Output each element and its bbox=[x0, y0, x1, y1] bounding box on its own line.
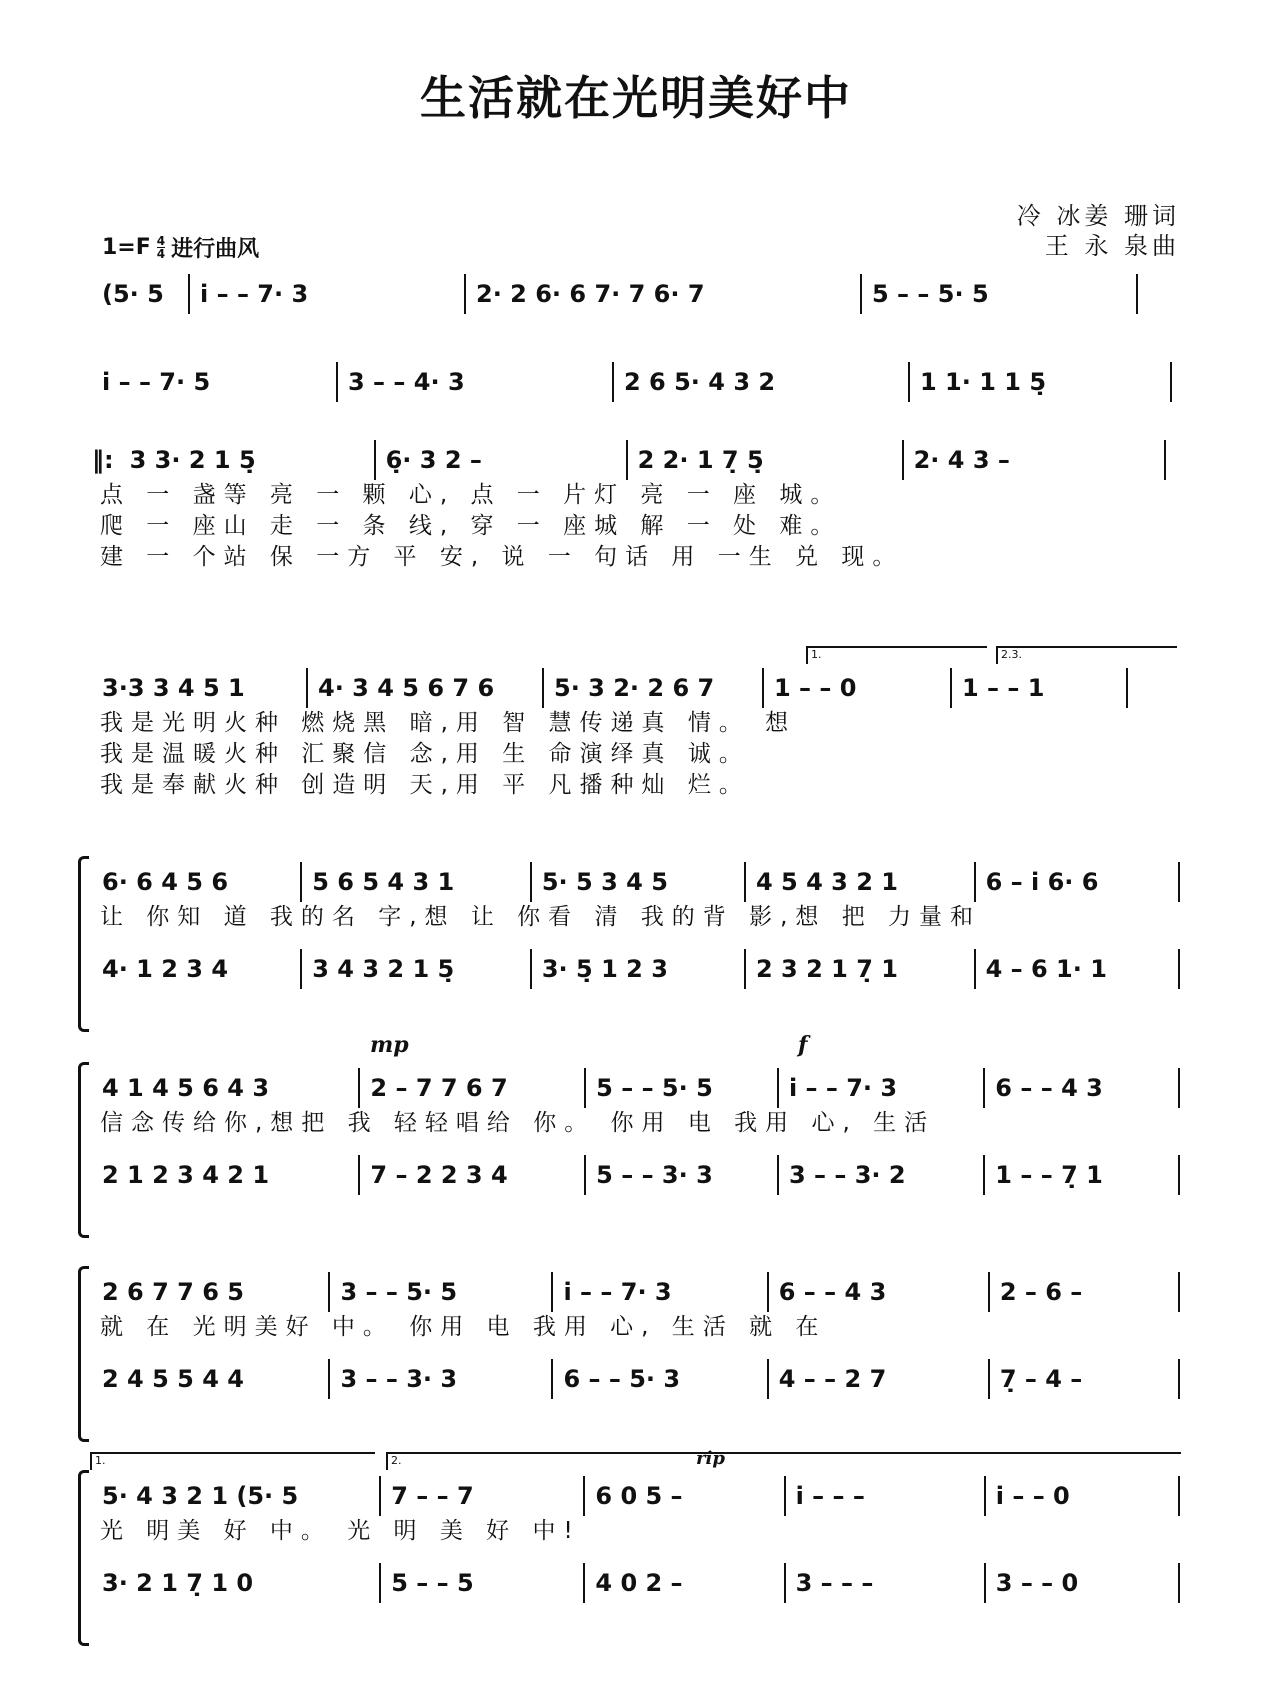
bar: i̇ – – 7· 3 bbox=[553, 1272, 768, 1312]
dynamic-rip: rip bbox=[696, 1448, 725, 1469]
bar: 6 0 5 – bbox=[585, 1476, 785, 1516]
bar: 1 1· 1 1 5̣ bbox=[910, 362, 1172, 402]
lower-part bbox=[92, 1155, 1180, 1195]
bar: 5 – – 5· 5 bbox=[862, 274, 1138, 314]
bar: 7 – – 7 bbox=[381, 1476, 585, 1516]
volta-2-final: 2. bbox=[386, 1452, 1181, 1470]
system-8 bbox=[92, 1448, 1180, 1603]
bar: i̇ – – 0 bbox=[986, 1476, 1180, 1516]
lyricist-credit: 冷 冰姜 珊词 bbox=[1016, 202, 1180, 230]
bar: 1 – – 7̣ 1 bbox=[985, 1155, 1180, 1195]
bar: 4· 1 2 3 4 bbox=[92, 949, 302, 989]
system-brace bbox=[78, 1470, 89, 1646]
bar: 4 – – 2 7 bbox=[769, 1359, 990, 1399]
notes-row bbox=[92, 440, 1180, 480]
volta-23: 2.3. bbox=[996, 646, 1177, 664]
bar: 3 3· 2 1 5̣ bbox=[120, 440, 376, 480]
bar: 2· 2 6· 6 7· 7 6· 7 bbox=[466, 274, 862, 314]
lyric-line: 我是奉献火种 创造明 天,用 平 凡播种灿 烂。 bbox=[100, 772, 750, 798]
bar: 3· 5̣ 1 2 3 bbox=[532, 949, 746, 989]
notes-row bbox=[92, 274, 1180, 314]
bar: 1 – – 0 bbox=[764, 668, 952, 708]
dynamic-f: f bbox=[798, 1032, 808, 1058]
lyric-line: 点 一 盏等 亮 一 颗 心, 点 一 片灯 亮 一 座 城。 bbox=[100, 482, 842, 508]
bar: 2· 4 3 – bbox=[904, 440, 1166, 480]
bar: 5 – – 5 bbox=[381, 1563, 585, 1603]
bar: i̇ – – 7· 3 bbox=[779, 1068, 985, 1108]
bar: i̇ – – – bbox=[786, 1476, 986, 1516]
system-brace bbox=[78, 856, 89, 1032]
lyric-line: 就 在 光明美好 中。 你用 电 我用 心, 生活 就 在 bbox=[100, 1314, 827, 1340]
bar: 3 4 3 2 1 5̣ bbox=[302, 949, 532, 989]
bar: 5 – – 3· 3 bbox=[586, 1155, 779, 1195]
key-signature bbox=[102, 232, 259, 263]
bar: 2 – 6 – bbox=[990, 1272, 1180, 1312]
bar: 5· 5 3 4 5 bbox=[532, 862, 746, 902]
bar: i̇ – – 7· 3 bbox=[190, 274, 466, 314]
system-brace bbox=[78, 1062, 89, 1238]
bar: (5· 5 bbox=[92, 274, 190, 314]
bar: 5· 4 3 2 1 (5· 5 bbox=[92, 1476, 381, 1516]
system-4 bbox=[92, 648, 1180, 801]
bar: 5 6 5 4 3 1 bbox=[302, 862, 532, 902]
system-6 bbox=[92, 1032, 1180, 1195]
bar: 5 – – 5· 5 bbox=[586, 1068, 779, 1108]
bar: 6· 6 4 5 6 bbox=[92, 862, 302, 902]
bar: i̇ – – 7· 5 bbox=[92, 362, 338, 402]
bar: 2 6 5· 4 3 2 bbox=[614, 362, 910, 402]
upper-part bbox=[92, 862, 1180, 902]
time-top: 4 bbox=[156, 234, 166, 248]
bar: 4 1 4 5 6 4 3 bbox=[92, 1068, 360, 1108]
time-bottom: 4 bbox=[156, 247, 166, 261]
bar: 3 – – 0 bbox=[986, 1563, 1180, 1603]
notes-row bbox=[92, 362, 1180, 402]
upper-part bbox=[92, 1272, 1180, 1312]
bar: 2 1 2 3 4 2 1 bbox=[92, 1155, 360, 1195]
lower-part bbox=[92, 1359, 1180, 1399]
upper-part bbox=[92, 1068, 1180, 1108]
bar: 4· 3 4 5 6 7 6 bbox=[308, 668, 544, 708]
bar: 3 – – 3· 3 bbox=[330, 1359, 553, 1399]
bar: 3 – – 3· 2 bbox=[779, 1155, 985, 1195]
lyric-line: 我是光明火种 燃烧黑 暗,用 智 慧传递真 情。 想 bbox=[100, 710, 797, 736]
bar: 3·3 3 4 5 1 bbox=[92, 668, 308, 708]
bar: 6 – – 4 3 bbox=[769, 1272, 990, 1312]
bar: 6 – – 5· 3 bbox=[553, 1359, 768, 1399]
lyric-line: 让 你知 道 我的名 字,想 让 你看 清 我的背 影,想 把 力量和 bbox=[100, 904, 982, 930]
volta-1-final: 1. bbox=[90, 1452, 375, 1470]
bar: 4 5 4 3 2 1 bbox=[746, 862, 976, 902]
bar: 2 2· 1 7̣ 5̣ bbox=[628, 440, 904, 480]
notes-row bbox=[92, 668, 1180, 708]
repeat-start: ‖: bbox=[92, 446, 114, 474]
system-brace bbox=[78, 1266, 89, 1442]
bar: 2 4 5 5 4 4 bbox=[92, 1359, 330, 1399]
bar: 4 – 6 1· 1 bbox=[976, 949, 1180, 989]
lyric-line: 光 明美 好 中。 光 明 美 好 中! bbox=[100, 1518, 581, 1544]
lyric-line: 爬 一 座山 走 一 条 线, 穿 一 座城 解 一 处 难。 bbox=[100, 513, 842, 539]
lower-part bbox=[92, 949, 1180, 989]
lyric-line: 建 一 个站 保 一方 平 安, 说 一 句话 用 一生 兑 现。 bbox=[100, 544, 904, 570]
dynamic-mp: mp bbox=[370, 1032, 409, 1058]
page-title: 生活就在光明美好中 bbox=[420, 71, 852, 125]
bar: 3 – – – bbox=[786, 1563, 986, 1603]
bar: 5· 3 2· 2 6 7 bbox=[544, 668, 764, 708]
bar: 6̣· 3 2 – bbox=[376, 440, 628, 480]
time-signature bbox=[157, 235, 165, 260]
bar: 4 0 2 – bbox=[585, 1563, 785, 1603]
bar: 3· 2 1 7̣ 1 0 bbox=[92, 1563, 381, 1603]
lyric-line: 我是温暖火种 汇聚信 念,用 生 命演绎真 诚。 bbox=[100, 741, 750, 767]
lyric-line: 信念传给你,想把 我 轻轻唱给 你。 你用 电 我用 心, 生活 bbox=[100, 1110, 936, 1136]
tempo-style: 进行曲风 bbox=[171, 237, 260, 262]
system-3 bbox=[92, 440, 1180, 573]
bar: 2 – 7 7 6 7 bbox=[360, 1068, 586, 1108]
system-7 bbox=[92, 1272, 1180, 1399]
bar: 3 – – 5· 5 bbox=[330, 1272, 553, 1312]
bar: 3 – – 4· 3 bbox=[338, 362, 614, 402]
composer-credit: 王 永 泉曲 bbox=[1044, 232, 1180, 260]
key-text: 1=F bbox=[102, 235, 151, 260]
bar: 7̣ – 4 – bbox=[990, 1359, 1180, 1399]
system-1 bbox=[92, 274, 1180, 314]
bar: 6 – – 4 3 bbox=[985, 1068, 1180, 1108]
lower-part bbox=[92, 1563, 1180, 1603]
bar: 2 6 7 7 6 5 bbox=[92, 1272, 330, 1312]
system-2 bbox=[92, 362, 1180, 402]
bar: 6 – i̇ 6· 6 bbox=[976, 862, 1180, 902]
bar: 7 – 2 2 3 4 bbox=[360, 1155, 586, 1195]
bar: 1 – – 1 bbox=[952, 668, 1128, 708]
volta-1: 1. bbox=[806, 646, 987, 664]
system-5 bbox=[92, 862, 1180, 989]
bar: 2 3 2 1 7̣ 1 bbox=[746, 949, 976, 989]
upper-part bbox=[92, 1476, 1180, 1516]
